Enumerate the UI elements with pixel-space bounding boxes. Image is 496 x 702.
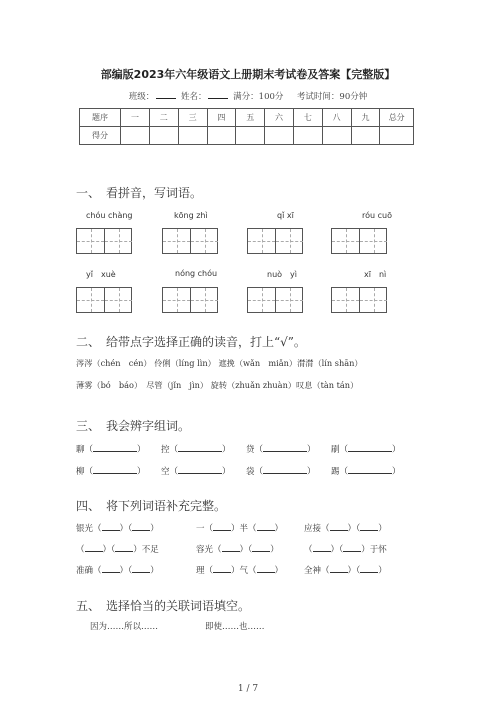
section4-heading (76, 497, 226, 514)
word-group-item: 刷（ ） (331, 445, 401, 455)
writing-grid[interactable] (331, 287, 387, 313)
section3-number: 三、 (76, 419, 101, 433)
word-group-char: 控（ (161, 445, 179, 455)
section1-title: 看拼音，写词语。 (106, 186, 203, 200)
pinyin-4: róu cuō (362, 211, 392, 220)
answer-blank[interactable] (343, 543, 361, 552)
answer-blank[interactable] (222, 543, 240, 552)
answer-blank[interactable] (85, 543, 103, 552)
grid-cell[interactable] (276, 288, 303, 312)
score-header-cell: 二 (149, 109, 178, 127)
answer-blank[interactable] (93, 465, 137, 474)
word-group-char: 贷（ (246, 445, 264, 455)
idiom-text: 理（ (196, 566, 214, 576)
full-score: 满分：100分 (233, 92, 284, 102)
score-header-cell: 六 (265, 109, 294, 127)
idiom-text: ）（ (102, 545, 116, 555)
answer-blank[interactable] (348, 443, 392, 452)
answer-blank[interactable] (263, 465, 307, 474)
score-cell[interactable] (121, 127, 150, 145)
idiom-text: ） (378, 566, 387, 576)
conjunction-option-2: 即使……也…… (205, 622, 265, 632)
score-cell[interactable] (236, 127, 265, 145)
word-group-item: 聊（ ） (76, 445, 146, 455)
section2-title: 给带点字选择正确的读音，打上“√”。 (106, 335, 306, 349)
section2-line1: 涔涔（chén cén） 伶俐（líng lìn） 遮挽（wǎn miǎn）潸潸（lín shān） (76, 358, 363, 368)
idiom-text: 一（ (196, 524, 214, 534)
idiom-text: ） (274, 566, 284, 576)
idiom-text: ）（ (347, 524, 361, 534)
exam-time: 考试时间：90分钟 (296, 92, 368, 102)
word-group-char: 聊（ (76, 445, 94, 455)
name-blank[interactable] (208, 90, 228, 99)
pinyin-6: nóng chóu (175, 269, 218, 278)
score-cell[interactable] (351, 127, 380, 145)
idiom-text: ）（ (239, 545, 253, 555)
idiom-text: ）（ (119, 566, 133, 576)
page-number: 1 / 7 (237, 684, 259, 694)
answer-blank[interactable] (213, 522, 231, 531)
writing-grid[interactable] (331, 228, 387, 254)
class-blank[interactable] (156, 90, 176, 99)
answer-blank[interactable] (330, 522, 348, 531)
section2-line2: 薄雾（bó báo） 尽管（jǐn jìn） 旋转（zhuǎn zhuàn）叹息（tàn tán） (76, 380, 359, 390)
answer-blank[interactable] (115, 543, 133, 552)
pinyin-7: nuò yì (267, 270, 297, 279)
section2-number: 二、 (76, 335, 101, 349)
score-header-cell: 一 (121, 109, 150, 127)
score-header-cell: 五 (236, 109, 265, 127)
idiom-text: ）（ (330, 545, 344, 555)
page-title: 部编版2023年六年级语文上册期末考试卷及答案【完整版】 (100, 68, 396, 81)
answer-blank[interactable] (263, 443, 307, 452)
answer-blank[interactable] (132, 564, 150, 573)
section5-number: 五、 (76, 599, 101, 613)
section3-heading (76, 417, 190, 434)
idiom-item (304, 543, 387, 555)
writing-grid[interactable] (76, 287, 132, 313)
idiom-text: ）气（ (231, 566, 257, 576)
idiom-item (196, 543, 279, 555)
score-cell[interactable] (322, 127, 351, 145)
idiom-item (304, 522, 387, 534)
grid-cell[interactable] (191, 229, 218, 253)
word-group-item: 踢（ ） (331, 467, 401, 477)
idiom-item (76, 564, 159, 576)
answer-blank[interactable] (252, 543, 270, 552)
word-group-item: 贷（ ） (246, 445, 316, 455)
idiom-text: ）（ (347, 566, 361, 576)
answer-blank[interactable] (213, 564, 231, 573)
score-cell[interactable] (265, 127, 294, 145)
idiom-text: 应接（ (304, 524, 330, 534)
answer-blank[interactable] (102, 564, 120, 573)
grid-cell[interactable] (163, 288, 191, 312)
grid-cell[interactable] (163, 229, 191, 253)
section3-title: 我会辨字组词。 (106, 419, 191, 433)
idiom-text: （ (76, 545, 85, 555)
word-group-item: 袋（ ） (246, 467, 316, 477)
writing-grid[interactable] (162, 287, 218, 313)
answer-blank[interactable] (257, 522, 275, 531)
answer-blank[interactable] (360, 522, 378, 531)
grid-cell[interactable] (332, 288, 360, 312)
answer-blank[interactable] (93, 443, 137, 452)
score-cell[interactable] (207, 127, 236, 145)
class-label: 班级： (128, 92, 155, 102)
pinyin-8: xī nì (364, 270, 387, 279)
idiom-text: ）不足 (133, 545, 159, 555)
section4-title: 将下列词语补充完整。 (106, 499, 227, 513)
idiom-text: 银光（ (76, 524, 102, 534)
idiom-text: ） (274, 524, 284, 534)
writing-grid[interactable] (247, 228, 303, 254)
section5-heading (76, 597, 250, 614)
idiom-text: ）半（ (231, 524, 257, 534)
score-value-row (80, 127, 414, 145)
idiom-text: ） (150, 566, 159, 576)
writing-grid[interactable] (76, 228, 132, 254)
idiom-text: ） (270, 545, 279, 555)
grid-cell[interactable] (191, 288, 218, 312)
score-header-row (80, 109, 414, 127)
idiom-text: 全神（ (304, 566, 330, 576)
word-group-char: 踢（ (331, 467, 349, 477)
score-header-cell: 三 (178, 109, 207, 127)
section1-heading (76, 184, 202, 201)
score-header-cell: 七 (293, 109, 322, 127)
idiom-text: 准确（ (76, 566, 102, 576)
score-header-cell: 总分 (380, 109, 414, 127)
grid-cell[interactable] (360, 229, 387, 253)
score-header-cell: 八 (322, 109, 351, 127)
word-group-char: 空（ (161, 467, 179, 477)
section2-heading (76, 333, 306, 350)
section1-number: 一、 (76, 186, 101, 200)
grid-cell[interactable] (276, 229, 303, 253)
answer-blank[interactable] (132, 522, 150, 531)
writing-grid[interactable] (247, 287, 303, 313)
idiom-item (196, 522, 283, 534)
answer-blank[interactable] (348, 465, 392, 474)
idiom-text: ） (378, 524, 387, 534)
idiom-text: 容光（ (196, 545, 222, 555)
answer-blank[interactable] (178, 443, 222, 452)
score-cell[interactable] (380, 127, 414, 145)
score-cell[interactable] (178, 127, 207, 145)
answer-blank[interactable] (257, 564, 275, 573)
grid-cell[interactable] (360, 288, 387, 312)
word-group-char: 袋（ (246, 467, 264, 477)
answer-blank[interactable] (313, 543, 331, 552)
idiom-text: ）（ (119, 524, 133, 534)
name-label: 姓名： (180, 92, 207, 102)
conjunction-option-1: 因为……所以…… (90, 622, 159, 632)
section4-number: 四、 (76, 499, 101, 513)
word-group-item: 空（ ） (161, 467, 231, 477)
grid-cell[interactable] (105, 229, 132, 253)
word-group-char: 刷（ (331, 445, 349, 455)
idiom-item (76, 522, 159, 534)
answer-blank[interactable] (360, 564, 378, 573)
word-group-char: 柳（ (76, 467, 94, 477)
grid-cell[interactable] (332, 229, 360, 253)
idiom-item (76, 543, 159, 555)
score-cell[interactable] (293, 127, 322, 145)
pinyin-5: yǐ xuè (86, 270, 116, 279)
grid-cell[interactable] (77, 288, 105, 312)
score-table (79, 108, 414, 145)
answer-blank[interactable] (330, 564, 348, 573)
grid-cell[interactable] (77, 229, 105, 253)
section5-title: 选择恰当的关联词语填空。 (106, 599, 251, 613)
idiom-text: （ (304, 545, 313, 555)
word-group-item: 柳（ ） (76, 467, 146, 477)
score-row-label: 得分 (80, 127, 121, 145)
grid-cell[interactable] (105, 288, 132, 312)
exam-info (0, 90, 496, 102)
score-header-cell: 题序 (80, 109, 121, 127)
idiom-text: ）于怀 (361, 545, 387, 555)
writing-grid[interactable] (162, 228, 218, 254)
pinyin-2: kōng zhì (174, 211, 208, 220)
score-cell[interactable] (149, 127, 178, 145)
word-group-item: 控（ ） (161, 445, 231, 455)
answer-blank[interactable] (102, 522, 120, 531)
idiom-item (304, 564, 387, 576)
idiom-item (196, 564, 283, 576)
score-header-cell: 九 (351, 109, 380, 127)
grid-cell[interactable] (248, 229, 276, 253)
idiom-text: ） (150, 524, 159, 534)
pinyin-1: chóu chàng (86, 211, 133, 220)
pinyin-3: qǐ xī (277, 211, 294, 220)
grid-cell[interactable] (248, 288, 276, 312)
score-header-cell: 四 (207, 109, 236, 127)
answer-blank[interactable] (178, 465, 222, 474)
